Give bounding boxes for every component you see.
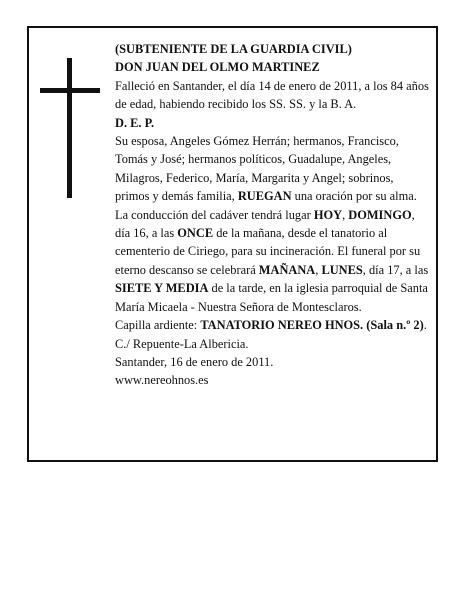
deceased-name: DON JUAN DEL OLMO MARTINEZ xyxy=(115,60,320,75)
chapel-line xyxy=(115,316,430,353)
conduction-text: de la mañana, desde el tanatorio al cementerio de Ciriego, para su incineración. El funeral por su eterno descanso se celebrará xyxy=(115,226,421,277)
siete-y-media-text: SIETE Y MEDIA xyxy=(115,281,209,296)
prayer-text: una oración por su alma. La conducción del cadáver tendrá lugar xyxy=(115,189,417,222)
death-details: Falleció en Santander, el día 14 de enero de 2011, a los 84 años de edad, habiendo recibido los SS. SS. y la B. A. xyxy=(115,78,429,112)
sala-text: (Sala n.º 2) xyxy=(366,318,424,333)
website-text: www.nereohnos.es xyxy=(115,373,209,388)
hoy-text: HOY xyxy=(313,207,343,222)
domingo-text: DOMINGO xyxy=(348,207,412,222)
rip-line: D. E. P. xyxy=(115,115,155,130)
address-text: . C./ Repuente-La Albericia. xyxy=(115,318,427,351)
notice-text xyxy=(115,40,430,390)
family-paragraph xyxy=(115,132,430,316)
lunes-text: LUNES xyxy=(321,262,363,277)
family-list: Su esposa, Angeles Gómez Herrán; hermanos, Francisco, Tomás y José; hermanos políticos, Guadalupe, Angeles, Milagros, Federico, María, Margarita y Angel; sobrinos, primos y demás familia, xyxy=(115,134,399,204)
cross-icon xyxy=(40,58,100,198)
chapel-name: TANATORIO NEREO HNOS. xyxy=(200,318,364,333)
once-text: ONCE xyxy=(177,226,214,241)
obituary-notice xyxy=(27,26,438,462)
ruegan-text: RUEGAN xyxy=(237,189,292,204)
notice-date: Santander, 16 de enero de 2011. xyxy=(115,354,274,369)
day-16-text: , día 16, a las xyxy=(115,207,415,241)
comma-text-1: , xyxy=(342,207,349,222)
cross-vertical-bar xyxy=(67,58,72,198)
funeral-text: de la tarde, en la iglesia parroquial de Santa María Micaela - Nuestra Señora de Montesclaros. xyxy=(115,281,428,314)
rank-line: (SUBTENIENTE DE LA GUARDIA CIVIL) xyxy=(115,42,352,56)
comma-text-2: , xyxy=(315,262,322,277)
manana-text: MAÑANA xyxy=(258,262,316,277)
day-17-text: , día 17, a las xyxy=(362,262,429,277)
chapel-label: Capilla ardiente: xyxy=(115,318,201,333)
cross-horizontal-bar xyxy=(40,88,100,93)
